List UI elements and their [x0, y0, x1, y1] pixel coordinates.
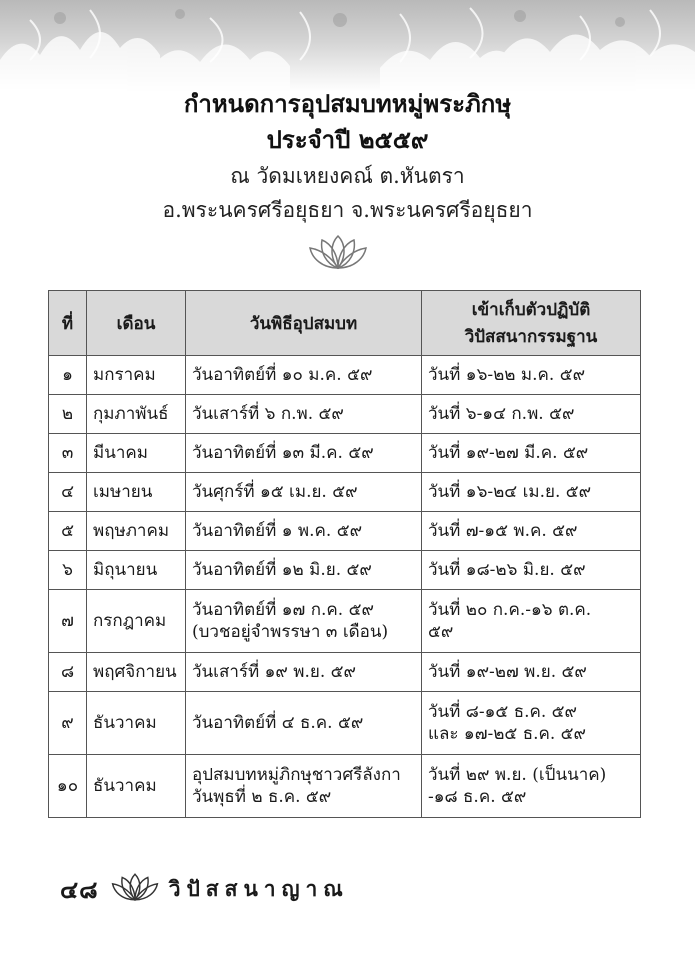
location-district: อ.พระนครศรีอยุธยา จ.พระนครศรีอยุธยา [162, 198, 533, 222]
table-row [49, 395, 641, 434]
header-month: เดือน [87, 291, 186, 356]
row-month: มกราคม [87, 356, 186, 395]
book-title: วิปัสสนาญาณ [168, 875, 349, 901]
retreat-line2: -๑๘ ธ.ค. ๕๙ [428, 787, 527, 807]
row-ordination [186, 473, 422, 512]
row-no: ๓ [49, 434, 87, 473]
ordination-line1: วันอาทิตย์ที่ ๔ ธ.ค. ๕๙ [192, 712, 364, 733]
retreat-line1: วันที่ ๑๙-๒๗ มี.ค. ๕๙ [428, 442, 589, 463]
ordination-line1: วันศุกร์ที่ ๑๕ เม.ย. ๕๙ [192, 481, 358, 502]
row-month: ธันวาคม [87, 755, 186, 818]
table-row [49, 551, 641, 590]
row-month: มิถุนายน [87, 551, 186, 590]
row-retreat [422, 395, 641, 434]
retreat-line1: วันที่ ๒๐ ก.ค.-๑๖ ต.ค. [428, 599, 592, 620]
row-retreat [422, 473, 641, 512]
table-row [49, 653, 641, 692]
lotus-icon [308, 234, 368, 274]
row-no: ๖ [49, 551, 87, 590]
ordination-schedule-table [48, 290, 641, 818]
row-ordination [186, 653, 422, 692]
retreat-line2: ๕๙ [428, 622, 454, 642]
row-retreat [422, 512, 641, 551]
lotus-icon [111, 872, 159, 906]
table-row [49, 512, 641, 551]
header-retreat [422, 291, 641, 356]
page-number: ๔๘ [60, 874, 99, 904]
page-footer [60, 872, 349, 906]
retreat-line1: วันที่ ๑๘-๒๖ มิ.ย. ๕๙ [428, 559, 586, 580]
row-no: ๑ [49, 356, 87, 395]
ordination-line2: วันพุธที่ ๒ ธ.ค. ๕๙ [192, 787, 332, 807]
table-header-row [49, 291, 641, 356]
retreat-line1: วันที่ ๘-๑๕ ธ.ค. ๕๙ [428, 701, 577, 722]
row-ordination [186, 551, 422, 590]
ordination-line2: (บวชอยู่จำพรรษา ๓ เดือน) [192, 622, 389, 642]
page-title: กำหนดการอุปสมบทหมู่พระภิกษุ [183, 90, 512, 118]
row-ordination [186, 692, 422, 755]
ordination-line1: วันอาทิตย์ที่ ๑๐ ม.ค. ๕๙ [192, 364, 373, 385]
row-retreat [422, 590, 641, 653]
row-ordination [186, 356, 422, 395]
row-retreat [422, 356, 641, 395]
table-row [49, 590, 641, 653]
header-ordination-date: วันพิธีอุปสมบท [186, 291, 422, 356]
row-retreat [422, 692, 641, 755]
row-retreat [422, 551, 641, 590]
row-month: มีนาคม [87, 434, 186, 473]
decorative-banner [0, 0, 695, 92]
location-temple: ณ วัดมเหยงคณ์ ต.หันตรา [230, 164, 465, 188]
header-retreat-line2: วิปัสสนากรรมฐาน [464, 327, 598, 347]
floral-pattern [0, 0, 695, 92]
table-row [49, 473, 641, 512]
header-retreat-line1: เข้าเก็บตัวปฏิบัติ [471, 300, 591, 320]
retreat-line1: วันที่ ๗-๑๕ พ.ค. ๕๙ [428, 520, 578, 541]
row-no: ๕ [49, 512, 87, 551]
retreat-line1: วันที่ ๖-๑๔ ก.พ. ๕๙ [428, 403, 575, 424]
row-month: ธันวาคม [87, 692, 186, 755]
ordination-line1: วันอาทิตย์ที่ ๑๗ ก.ค. ๕๙ [192, 599, 374, 620]
row-ordination [186, 512, 422, 551]
retreat-line2: และ ๑๗-๒๕ ธ.ค. ๕๙ [428, 724, 586, 744]
row-no: ๔ [49, 473, 87, 512]
row-month: กรกฎาคม [87, 590, 186, 653]
row-month: พฤศจิกายน [87, 653, 186, 692]
row-ordination [186, 590, 422, 653]
row-retreat [422, 755, 641, 818]
row-retreat [422, 653, 641, 692]
table-row [49, 755, 641, 818]
table-row [49, 434, 641, 473]
ordination-line1: วันเสาร์ที่ ๑๙ พ.ย. ๕๙ [192, 661, 356, 682]
row-no: ๒ [49, 395, 87, 434]
ordination-line1: วันอาทิตย์ที่ ๑๒ มิ.ย. ๕๙ [192, 559, 372, 580]
row-no: ๙ [49, 692, 87, 755]
ordination-line1: วันเสาร์ที่ ๖ ก.พ. ๕๙ [192, 403, 344, 424]
retreat-line1: วันที่ ๑๖-๒๔ เม.ย. ๕๙ [428, 481, 592, 502]
ordination-line1: อุปสมบทหมู่ภิกษุชาวศรีลังกา [192, 764, 401, 785]
retreat-line1: วันที่ ๒๙ พ.ย. (เป็นนาค) [428, 764, 607, 785]
row-retreat [422, 434, 641, 473]
header-no: ที่ [49, 291, 87, 356]
row-no: ๗ [49, 590, 87, 653]
ordination-line1: วันอาทิตย์ที่ ๑ พ.ค. ๕๙ [192, 520, 363, 541]
row-no: ๑๐ [49, 755, 87, 818]
row-ordination [186, 434, 422, 473]
row-ordination [186, 755, 422, 818]
row-month: เมษายน [87, 473, 186, 512]
row-month: กุมภาพันธ์ [87, 395, 186, 434]
ordination-line1: วันอาทิตย์ที่ ๑๓ มี.ค. ๕๙ [192, 442, 374, 463]
row-no: ๘ [49, 653, 87, 692]
retreat-line1: วันที่ ๑๖-๒๒ ม.ค. ๕๙ [428, 364, 586, 385]
row-ordination [186, 395, 422, 434]
row-month: พฤษภาคม [87, 512, 186, 551]
table-row [49, 692, 641, 755]
page-subtitle-year: ประจำปี ๒๕๕๙ [266, 126, 429, 154]
retreat-line1: วันที่ ๑๙-๒๗ พ.ย. ๕๙ [428, 661, 587, 682]
table-row [49, 356, 641, 395]
